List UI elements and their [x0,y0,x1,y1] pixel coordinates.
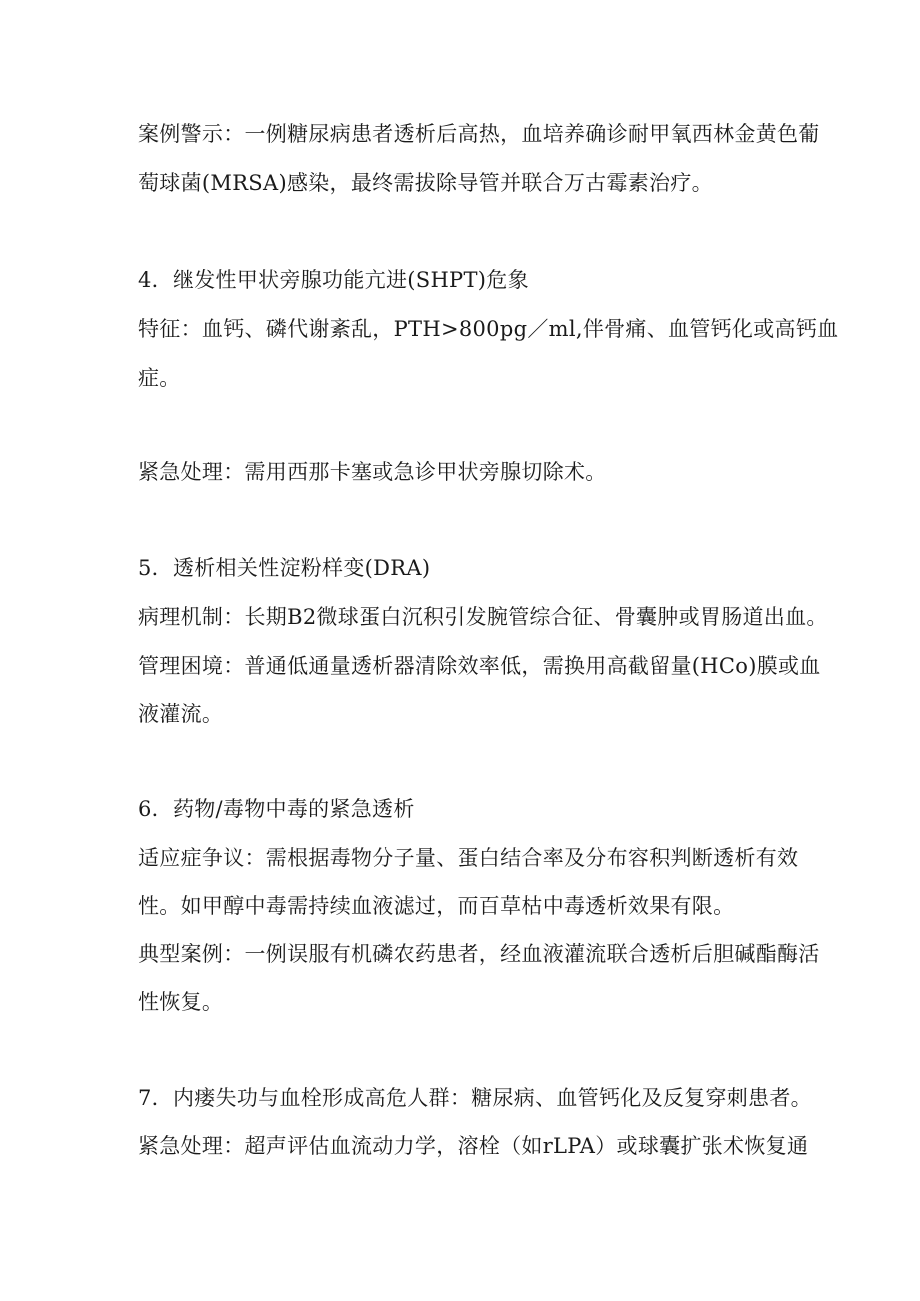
text-line: 紧急处理：需用西那卡塞或急诊甲状旁腺切除术。 [138,460,607,484]
text-line: 紧急处理：超声评估血流动力学，溶栓（如rLPA）或球囊扩张术恢复通 [138,1134,809,1158]
text-line: 典型案例：一例误服有机磷农药患者，经血液灌流联合透析后胆碱酯酶活 [138,942,820,966]
section-heading: 4．继发性甲状旁腺功能亢进(SHPT)危象 [138,268,529,292]
text-line: 症。 [138,366,181,390]
text-line: 性。如甲醇中毒需持续血液滤过，而百草枯中毒透析效果有限。 [138,894,735,918]
text-line: 管理困境：普通低通量透析器清除效率低，需换用高截留量(HCo)膜或血 [138,654,821,678]
section-heading: 5．透析相关性淀粉样变(DRA) [138,556,431,580]
section-heading: 6．药物/毒物中毒的紧急透析 [138,797,415,821]
text-line: 特征：血钙、磷代谢紊乱，PTH>800pg／ml,伴骨痛、血管钙化或高钙血 [138,317,839,341]
text-line: 案例警示：一例糖尿病患者透析后高热，血培养确诊耐甲氧西林金黄色葡 [138,122,820,146]
text-line: 适应症争议：需根据毒物分子量、蛋白结合率及分布容积判断透析有效 [138,846,799,870]
text-line: 萄球菌(MRSA)感染，最终需拔除导管并联合万古霉素治疗。 [138,171,713,195]
text-line: 性恢复。 [138,990,224,1014]
section-heading: 7．内瘘失功与血栓形成高危人群：糖尿病、血管钙化及反复穿刺患者。 [138,1086,812,1110]
text-line: 病理机制：长期B2微球蛋白沉积引发腕管综合征、骨囊肿或胃肠道出血。 [138,605,828,629]
text-line: 液灌流。 [138,702,224,726]
